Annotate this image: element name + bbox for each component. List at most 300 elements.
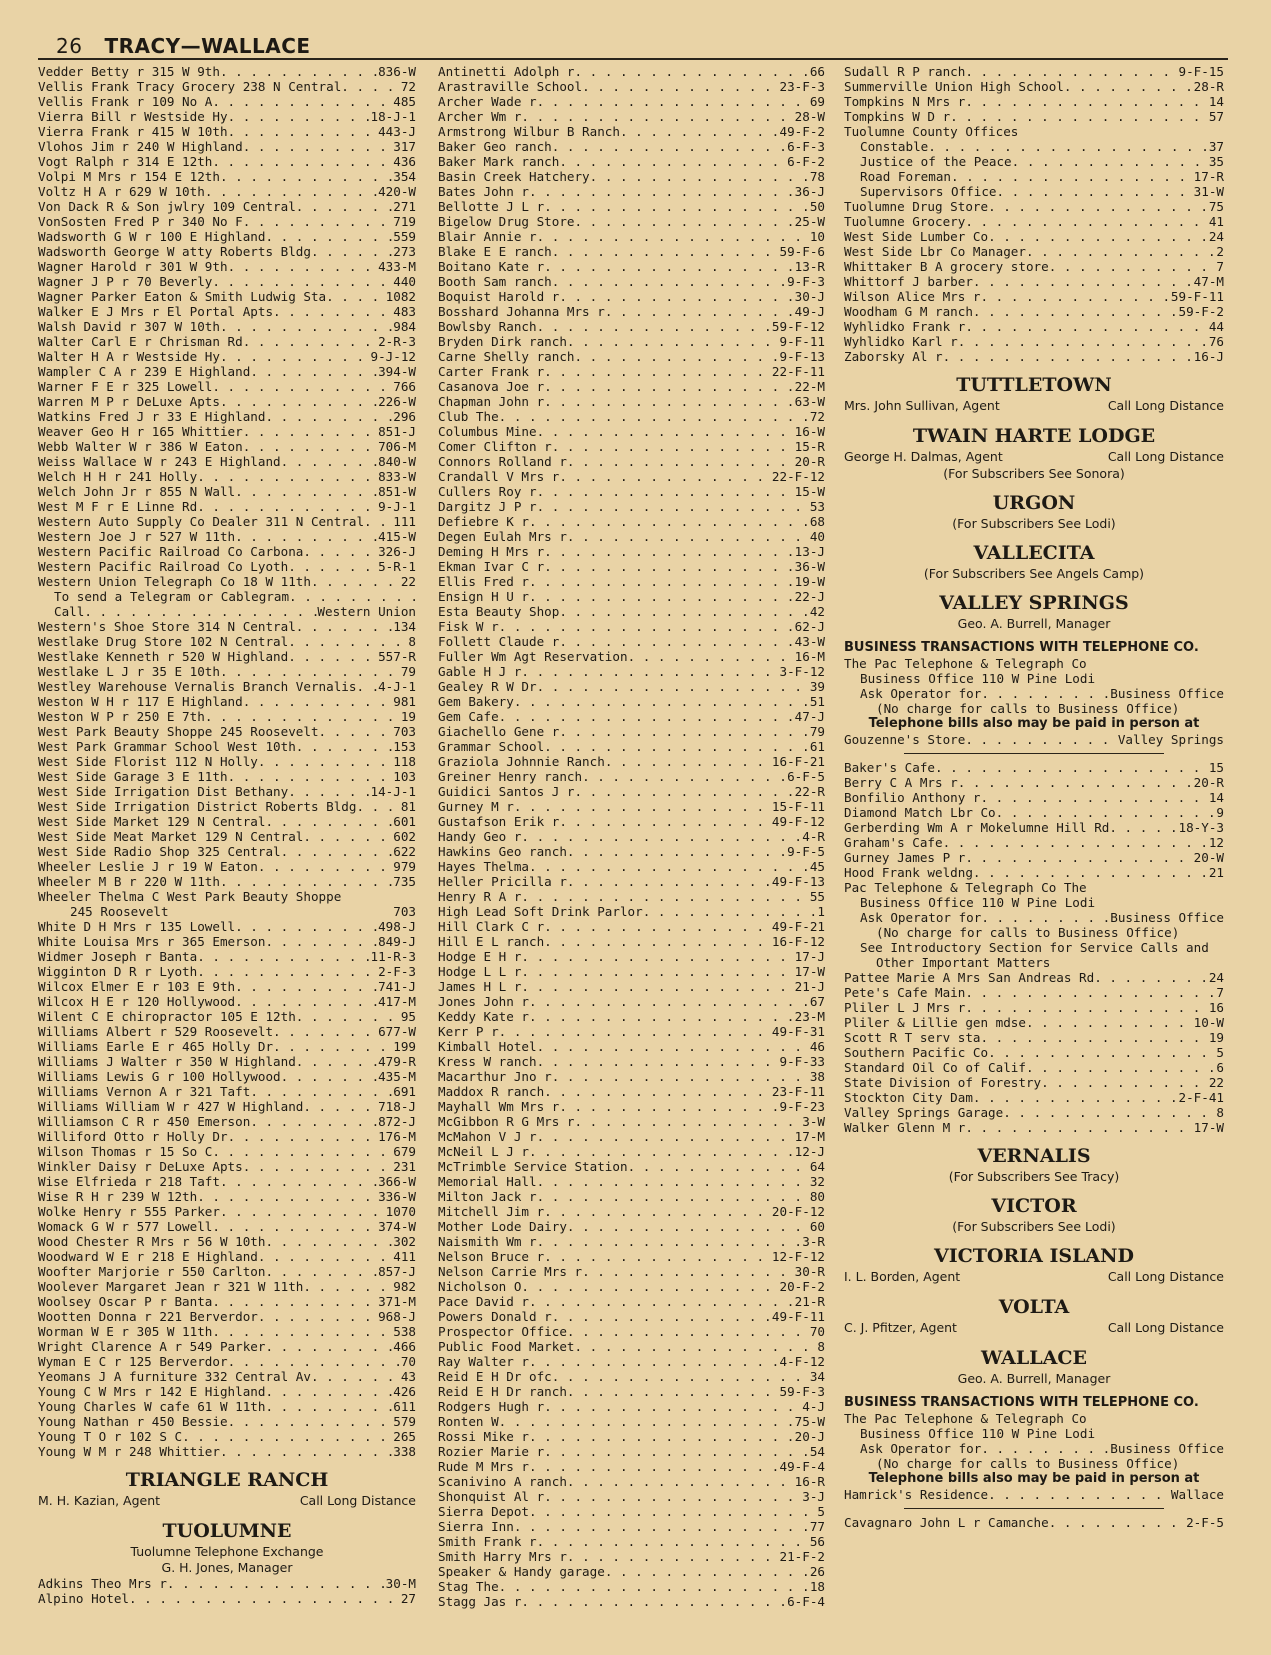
listing-row (438, 1399, 825, 1414)
listing-number: 981 (393, 694, 416, 709)
listing-number: 602 (393, 829, 416, 844)
leader-dots (356, 799, 400, 814)
page-header (56, 34, 311, 58)
listing-number: 80 (809, 1189, 825, 1204)
listing-number: 718-J (378, 1099, 416, 1114)
listing-list (844, 64, 1224, 364)
leader-dots (296, 1054, 378, 1069)
leader-dots (197, 1189, 378, 1204)
leader-dots (544, 1444, 810, 1459)
listing-number: Western Union (317, 604, 416, 619)
leader-dots (620, 124, 780, 139)
listing-number: 81 (400, 799, 416, 814)
listing-number: 75-W (794, 1414, 825, 1429)
listing-name: Fuller Wm Agt Reservation (438, 649, 628, 664)
listing-row (438, 289, 825, 304)
listing-name: Worman W E r 305 W 11th (38, 1324, 213, 1339)
listing-name: Bryden Dirk ranch (438, 334, 567, 349)
listing-name: Dargitz J P r (438, 499, 537, 514)
leader-dots (544, 559, 795, 574)
leader-dots (537, 1054, 780, 1069)
listing-name: Graziola Johnnie Ranch (438, 754, 605, 769)
leader-dots (288, 784, 370, 799)
leader-dots (544, 919, 772, 934)
leader-dots (544, 394, 795, 409)
leader-dots (529, 994, 810, 1009)
agent-line (844, 449, 1224, 466)
listing-name: Western Joe J r 527 W 11th (38, 529, 236, 544)
listing-number: 20-F-2 (779, 1279, 825, 1294)
leader-dots (559, 604, 810, 619)
listing-number: 61 (809, 739, 825, 754)
listing-row (844, 79, 1224, 94)
leader-dots (965, 94, 1209, 109)
listing-number: 16-J (1193, 349, 1224, 364)
listing-row (844, 154, 1224, 169)
listing-number: 62-J (794, 619, 825, 634)
listing-name: Williams Lewis G r 100 Hollywood (38, 1069, 281, 1084)
listing-row (38, 1114, 416, 1129)
listing-number: 579 (393, 1414, 416, 1429)
listing-number: 226-W (378, 394, 416, 409)
listing-number: 17-W (1193, 1120, 1224, 1135)
leader-dots (243, 334, 378, 349)
listing-number: 2-R-3 (378, 334, 416, 349)
listing-name: Wagner Harold r 301 W 9th (38, 259, 228, 274)
listing-row (38, 1354, 416, 1369)
leader-dots (265, 409, 393, 424)
listing-number: 703 (393, 724, 416, 739)
leader-dots (537, 1234, 803, 1249)
page-title: TRACY—WALLACE (104, 34, 311, 58)
listing-row (844, 94, 1224, 109)
listing-row (844, 199, 1224, 214)
listing-number: 24 (1208, 970, 1224, 985)
listing-row (438, 334, 825, 349)
listing-number: 6-F-5 (787, 769, 825, 784)
listing-row (438, 379, 825, 394)
leader-dots (574, 214, 794, 229)
leader-dots (928, 139, 1209, 154)
leader-dots (521, 964, 794, 979)
listing-row (38, 1024, 416, 1039)
listing-number: 59-F-2 (1178, 304, 1224, 319)
leader-dots (220, 169, 393, 184)
listing-row (438, 259, 825, 274)
listing-name: Maddox R ranch (438, 1084, 545, 1099)
listing-row (438, 634, 825, 649)
listing-number: 2 (1216, 244, 1224, 259)
listing-row (844, 274, 1224, 289)
leader-dots (273, 1039, 393, 1054)
leader-dots (212, 1144, 393, 1159)
leader-dots (243, 439, 378, 454)
listing-row (438, 79, 825, 94)
listing-name: West Park Beauty Shoppe 245 Roosevelt (38, 724, 319, 739)
listing-row (438, 364, 825, 379)
listing-number: 415-W (378, 529, 416, 544)
listing-row (438, 859, 825, 874)
leader-dots (220, 1444, 393, 1459)
listing-number: 14 (1208, 790, 1224, 805)
leader-dots (235, 994, 378, 1009)
listing-number: 39 (809, 679, 825, 694)
listing-name: 245 Roosevelt (70, 904, 169, 919)
listing-row (844, 1015, 1224, 1030)
leader-dots (537, 484, 795, 499)
leader-dots (288, 649, 378, 664)
listing-list (438, 64, 825, 1609)
listing-number: 75 (1208, 199, 1224, 214)
leader-dots (965, 1000, 1209, 1015)
listing-row (438, 94, 825, 109)
header-rule (38, 58, 1228, 60)
listing-number: 1 (817, 904, 825, 919)
listing-number: 271 (393, 199, 416, 214)
listing-name: Western Auto Supply Co Dealer 311 N Central (38, 514, 365, 529)
leader-dots (973, 1090, 1179, 1105)
listing-number: 273 (393, 244, 416, 259)
listing-name: Sierra Inn (438, 1519, 514, 1534)
leader-dots (529, 1504, 817, 1519)
listing-name: Ronten W (438, 1414, 499, 1429)
listing-number: 50 (809, 199, 825, 214)
listing-number: 42 (809, 604, 825, 619)
listing-number: 11-R-3 (370, 949, 416, 964)
listing-row (38, 724, 416, 739)
column-1 (38, 64, 416, 1606)
listing-row (38, 334, 416, 349)
listing-number: 9-F-13 (779, 349, 825, 364)
listing-number: 741-J (378, 979, 416, 994)
listing-row (438, 1549, 825, 1564)
listing-number: 30-R (794, 1264, 825, 1279)
listing-row (38, 829, 416, 844)
leader-dots (943, 835, 1209, 850)
leader-dots (544, 364, 772, 379)
listing-name: Tuolumne County Offices (844, 124, 1019, 139)
listing-name: Armstrong Wilbur B Ranch (438, 124, 620, 139)
listing-name: Milton Jack r (438, 1189, 537, 1204)
manager-name: Geo. A. Burrell, Manager (957, 1371, 1111, 1386)
listing-row (438, 229, 825, 244)
listing-number: 13-J (794, 544, 825, 559)
listing-row (38, 544, 416, 559)
listing-name: Wilson Alice Mrs r (844, 289, 981, 304)
listing-row (844, 169, 1224, 184)
listing-number: 79 (809, 724, 825, 739)
listing-row (438, 514, 825, 529)
listing-number: 47-J (794, 709, 825, 724)
listing-name: Giachello Gene r (438, 724, 560, 739)
listing-name: Pliler L J Mrs r (844, 1000, 966, 1015)
info-line: (No charge for calls to Business Office) (876, 925, 1180, 940)
listing-row (38, 304, 416, 319)
agent-name: M. H. Kazian, Agent (38, 1493, 161, 1508)
listing-name: Winkler Daisy r DeLuxe Apts (38, 1159, 243, 1174)
leader-dots (935, 760, 1209, 775)
listing-name: Weston W P r 250 E 7th (38, 709, 205, 724)
listing-number: 10-W (1193, 1015, 1224, 1030)
town-heading: VICTORIA ISLAND (933, 1245, 1135, 1267)
info-row: Gouzenne's Store . . . Valley Springs (844, 732, 1224, 747)
leader-dots (537, 1174, 810, 1189)
leader-dots (311, 1369, 401, 1384)
leader-dots (1041, 1075, 1209, 1090)
listing-number: 8 (817, 1339, 825, 1354)
leader-dots (1049, 1515, 1186, 1530)
listing-number: 103 (393, 769, 416, 784)
listing-name: High Lead Soft Drink Parlor (438, 904, 643, 919)
listing-number: 15-F-11 (771, 799, 825, 814)
leader-dots (250, 1084, 393, 1099)
listing-name: Wilson Thomas r 15 So C (38, 1144, 213, 1159)
listing-number: 9-F-23 (779, 1099, 825, 1114)
listing-name: Archer Wm r (438, 109, 522, 124)
listing-row (38, 1279, 416, 1294)
listing-row (38, 1084, 416, 1099)
call-note: Call Long Distance (1107, 398, 1224, 413)
listing-name: Ekman Ivar C r (438, 559, 545, 574)
listing-number: 69 (809, 94, 825, 109)
listing-name: Prospector Office (438, 1324, 567, 1339)
leader-dots (980, 1030, 1208, 1045)
listing-name: Carne Shelly ranch (438, 349, 575, 364)
leader-dots (965, 1120, 1193, 1135)
listing-name: Public Food Market (438, 1339, 575, 1354)
leader-dots (296, 1009, 401, 1024)
listing-row (438, 1504, 825, 1519)
listing-name: Valley Springs Garage (844, 1105, 1004, 1120)
listing-number: 49-F-11 (771, 1309, 825, 1324)
listing-row (38, 439, 416, 454)
listing-row (438, 1519, 825, 1534)
listing-name: Kerr P r (438, 1024, 499, 1039)
leader-dots (250, 1114, 378, 1129)
listing-row (438, 1339, 825, 1354)
listing-name: Von Dack R & Son jwlry 109 Central (38, 199, 296, 214)
leader-dots (582, 79, 779, 94)
leader-dots (1026, 1015, 1194, 1030)
listing-name: Gem Cafe (438, 709, 499, 724)
listing-name: Baker Mark ranch (438, 154, 560, 169)
listing-number: 34 (809, 1369, 825, 1384)
listing-row (438, 1069, 825, 1084)
listing-number: 17-J (794, 949, 825, 964)
leader-dots (514, 694, 810, 709)
call-note: Call Long Distance (1107, 1320, 1224, 1335)
listing-row (844, 985, 1224, 1000)
listing-name: Westlake Drug Store 102 N Central (38, 634, 289, 649)
leader-dots (220, 664, 401, 679)
leader-dots (499, 1414, 795, 1429)
town-heading: URGON (992, 492, 1076, 514)
listing-number: 49-F-31 (771, 1024, 825, 1039)
listing-number: 37 (1208, 139, 1224, 154)
leader-dots (552, 439, 795, 454)
listing-number: 7 (1216, 259, 1224, 274)
agent-name: I. L. Borden, Agent (844, 1269, 961, 1284)
listing-row (438, 814, 825, 829)
listing-number: 371-M (378, 1294, 416, 1309)
listing-name: Hawkins Geo ranch (438, 844, 567, 859)
listing-name: Woolsey Oscar P r Banta (38, 1294, 213, 1309)
listing-row (38, 754, 416, 769)
listing-name: Baker's Cafe (844, 760, 935, 775)
listing-name: Chapman John r (438, 394, 545, 409)
subscriber-note: (For Subscribers See Sonora) (943, 466, 1125, 481)
listing-number: 176-M (378, 1129, 416, 1144)
listing-name: Smith Harry Mrs r (438, 1549, 567, 1564)
listing-name: James H L r (438, 979, 522, 994)
listing-number: 2-F-3 (378, 964, 416, 979)
leader-dots (559, 634, 794, 649)
listing-name: Stag The (438, 1579, 499, 1594)
listing-number: 8 (408, 634, 416, 649)
listing-name: Womack G W r 577 Lowell (38, 1219, 213, 1234)
listing-row (438, 934, 825, 949)
listing-name: Speaker & Handy garage (438, 1564, 605, 1579)
listing-name: Western Pacific Railroad Co Carbona (38, 544, 304, 559)
listing-number: 12-F-12 (771, 1249, 825, 1264)
listing-name: Memorial Hall (438, 1174, 537, 1189)
listing-number: 5 (1216, 1045, 1224, 1060)
listing-number: 59-F-3 (779, 1384, 825, 1399)
listing-row (438, 409, 825, 424)
listing-row (438, 139, 825, 154)
listing-number: 735 (393, 874, 416, 889)
leader-dots (521, 1594, 787, 1609)
listing-name: Constable (860, 139, 929, 154)
listing-number: 851-W (378, 484, 416, 499)
listing-name: Westlake Kenneth r 520 W Highland (38, 649, 289, 664)
leader-dots (220, 64, 378, 79)
listing-row (38, 619, 416, 634)
listing-name: Kimball Hotel (438, 1039, 537, 1054)
leader-dots (582, 1264, 795, 1279)
leader-dots (988, 199, 1209, 214)
listing-row (38, 1129, 416, 1144)
leader-dots (529, 589, 795, 604)
listing-number: 56 (809, 1534, 825, 1549)
listing-row (438, 1054, 825, 1069)
listing-name: Wilent C E chiropractor 105 E 12th (38, 1009, 296, 1024)
listing-name: Williams Albert r 529 Roosevelt (38, 1024, 274, 1039)
listing-row (438, 454, 825, 469)
leader-dots (499, 619, 795, 634)
listing-row (38, 679, 416, 694)
listing-row (438, 1414, 825, 1429)
listing-name: Ray Walter r (438, 1354, 529, 1369)
listing-number: 440 (393, 274, 416, 289)
listing-name: Watkins Fred J r 33 E Highland (38, 409, 266, 424)
listing-number: 76 (1208, 334, 1224, 349)
listing-number: 19 (1208, 1030, 1224, 1045)
listing-number: 49-F-4 (779, 1459, 825, 1474)
listing-row (438, 799, 825, 814)
listing-number: 9-F-11 (779, 334, 825, 349)
listing-row (38, 484, 416, 499)
listing-row (38, 1039, 416, 1054)
listing-row (438, 424, 825, 439)
listing-name: Scanivino A ranch (438, 1474, 567, 1489)
listing-row (438, 1429, 825, 1444)
leader-dots (514, 1519, 810, 1534)
listing-row (38, 1429, 416, 1444)
listing-row (38, 1159, 416, 1174)
listing-number: 22 (1208, 1075, 1224, 1090)
listing-number: 70 (809, 1324, 825, 1339)
listing-row (38, 349, 416, 364)
listing-row (438, 109, 825, 124)
listing-name: Vogt Ralph r 314 E 12th (38, 154, 213, 169)
listing-number: 95 (400, 1009, 416, 1024)
listing-number: 21-F-2 (779, 1549, 825, 1564)
listing-number: 436 (393, 154, 416, 169)
listing-number: 49-J (794, 304, 825, 319)
leader-dots (574, 349, 779, 364)
call-note: Call Long Distance (299, 1493, 416, 1508)
listing-number: 5-R-1 (378, 559, 416, 574)
listing-row (438, 994, 825, 1009)
call-note: Call Long Distance (1107, 449, 1224, 464)
listing-number: 78 (809, 169, 825, 184)
listing-name: Columbus Mine (438, 424, 537, 439)
listing-name: Cavagnaro John L r Camanche (844, 1515, 1049, 1530)
leader-dots (567, 1474, 795, 1489)
listing-name: West Side Florist 112 N Holly (38, 754, 258, 769)
listing-number: 857-J (378, 1264, 416, 1279)
listing-number: 6 (1216, 1060, 1224, 1075)
leader-dots (537, 319, 772, 334)
listing-number: 59-F-11 (1170, 289, 1224, 304)
subscriber-note: (For Subscribers See Tracy) (948, 1169, 1120, 1184)
listing-number: 3-J (802, 1489, 825, 1504)
listing-name: Bates John r (438, 184, 529, 199)
listing-number: 968-J (378, 1309, 416, 1324)
listing-name: To send a Telegram or Cablegram (54, 589, 290, 604)
listing-number: 18-J-1 (370, 109, 416, 124)
listing-number: 4-J (802, 1399, 825, 1414)
town-heading: VOLTA (998, 1296, 1070, 1318)
listing-number: 611 (393, 1399, 416, 1414)
leader-dots (265, 229, 393, 244)
leader-dots (950, 109, 1209, 124)
divider (904, 753, 1164, 754)
listing-number: 9-F-15 (1178, 64, 1224, 79)
leader-dots (980, 289, 1170, 304)
listing-number: 17-R (1193, 169, 1224, 184)
listing-row (38, 379, 416, 394)
listing-number: 70 (400, 1354, 416, 1369)
listing-row (844, 124, 1224, 139)
listing-number: 27 (400, 1591, 416, 1606)
leader-dots (212, 1324, 393, 1339)
listing-row (38, 469, 416, 484)
leader-dots (521, 889, 809, 904)
listing-name: Kress W ranch (438, 1054, 537, 1069)
listing-number: 691 (393, 1084, 416, 1099)
listing-number: 49-F-12 (771, 814, 825, 829)
listing-row (438, 484, 825, 499)
listing-row (38, 274, 416, 289)
listing-name: Western Pacific Railroad Co Lyoth (38, 559, 289, 574)
listing-number: 3-F-12 (779, 664, 825, 679)
listing-row (438, 1324, 825, 1339)
listing-name: Stagg Jas r (438, 1594, 522, 1609)
listing-number: 443-J (378, 124, 416, 139)
leader-dots (567, 1384, 780, 1399)
